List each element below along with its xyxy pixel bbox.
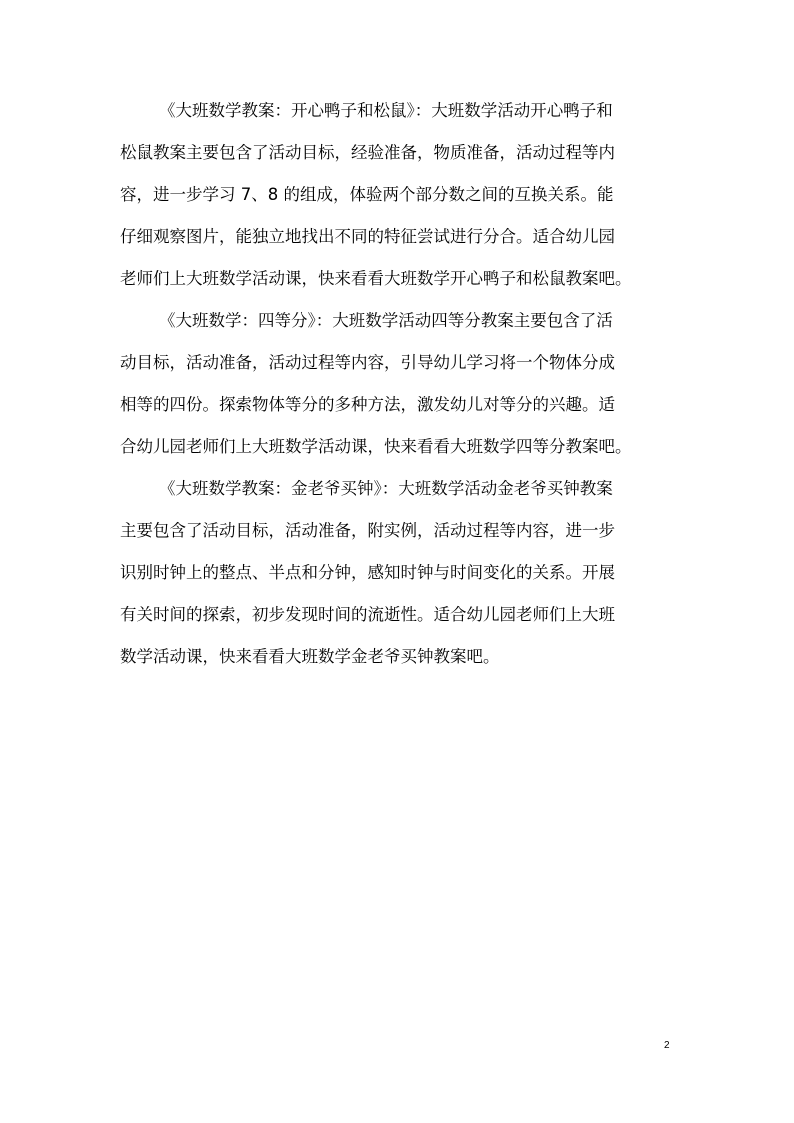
page-number: 2	[664, 1040, 670, 1051]
paragraph-line: 松鼠教案主要包含了活动目标，经验准备，物质准备，活动过程等内	[120, 143, 615, 162]
paragraph-line: 数学活动课，快来看看大班数学金老爷买钟教案吧。	[120, 647, 500, 666]
paragraph-line: 识别时钟上的整点、半点和分钟，感知时钟与时间变化的关系。开展	[120, 563, 615, 582]
document-body	[120, 90, 676, 678]
paragraph-line: 《大班数学教案：金老爷买钟》：大班数学活动金老爷买钟教案	[159, 479, 613, 498]
paragraph-3	[120, 468, 676, 678]
paragraph-line: 容，进一步学习 7、8 的组成，体验两个部分数之间的互换关系。能	[120, 185, 614, 204]
paragraph-line: 有关时间的探索，初步发现时间的流逝性。适合幼儿园老师们上大班	[120, 605, 615, 624]
paragraph-line: 合幼儿园老师们上大班数学活动课，快来看看大班数学四等分教案吧。	[120, 437, 632, 456]
paragraph-line: 老师们上大班数学活动课，快来看看大班数学开心鸭子和松鼠教案吧。	[120, 269, 632, 288]
paragraph-line: 《大班数学教案：开心鸭子和松鼠》：大班数学活动开心鸭子和	[159, 101, 613, 120]
paragraph-line: 《大班数学：四等分》：大班数学活动四等分教案主要包含了活	[159, 311, 613, 330]
paragraph-line: 主要包含了活动目标，活动准备，附实例，活动过程等内容，进一步	[120, 521, 615, 540]
paragraph-line: 仔细观察图片，能独立地找出不同的特征尝试进行分合。适合幼儿园	[120, 227, 615, 246]
paragraph-2	[120, 300, 676, 468]
paragraph-1	[120, 90, 676, 300]
paragraph-line: 相等的四份。探索物体等分的多种方法，激发幼儿对等分的兴趣。适	[120, 395, 615, 414]
paragraph-line: 动目标，活动准备，活动过程等内容，引导幼儿学习将一个物体分成	[120, 353, 615, 372]
